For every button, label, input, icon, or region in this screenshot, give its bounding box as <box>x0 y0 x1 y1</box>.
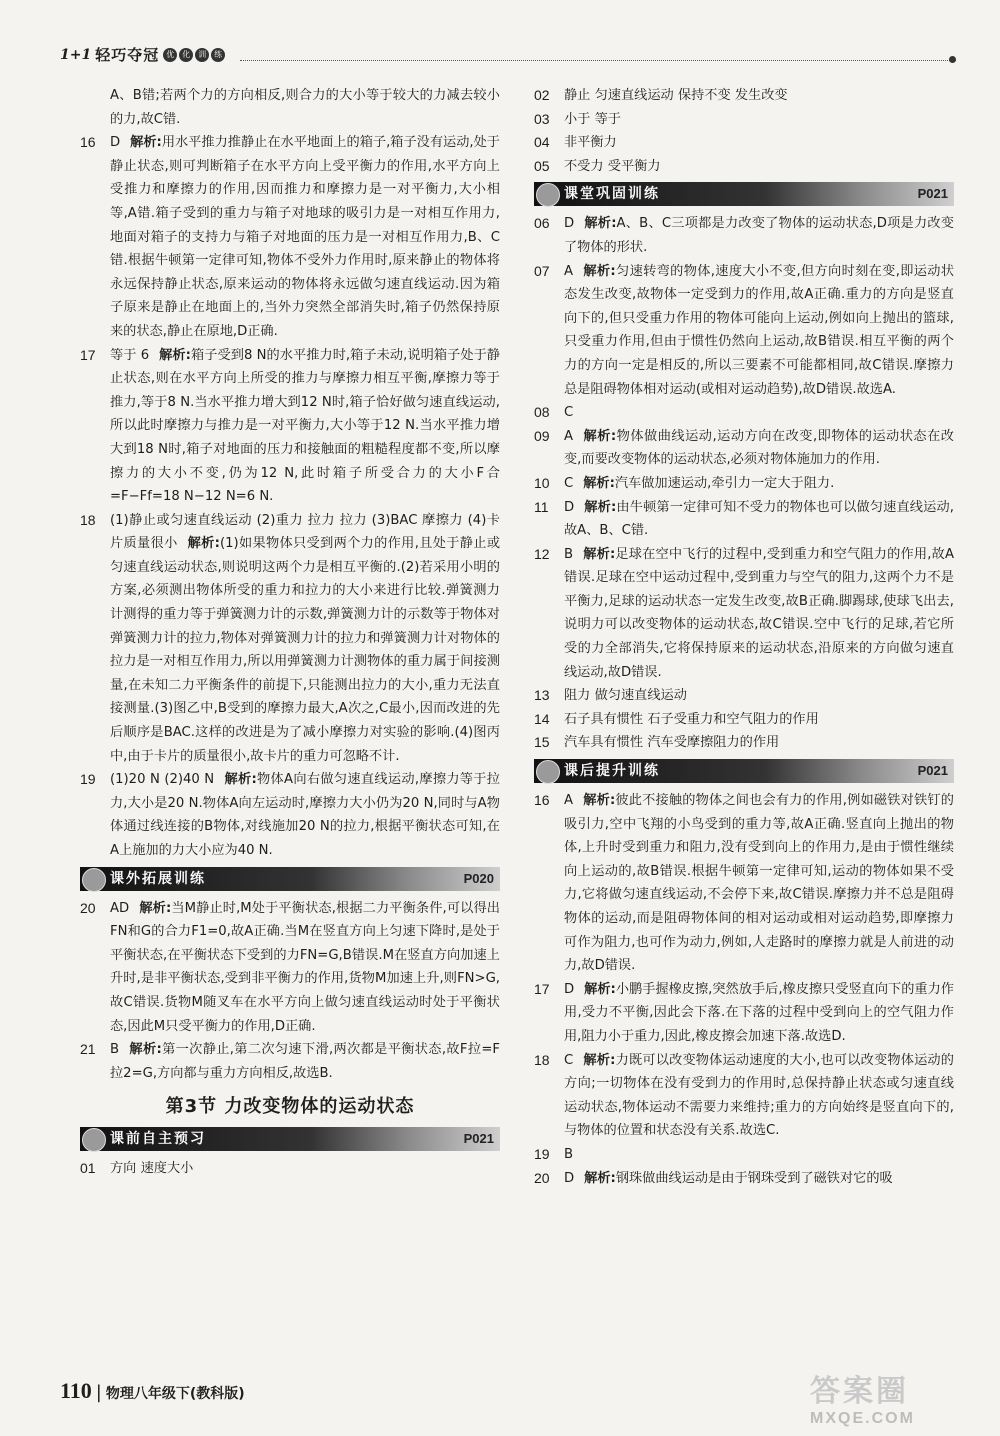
analysis-label: 解析: <box>584 1170 616 1186</box>
question-number: 20 <box>534 1169 550 1186</box>
answer-item <box>80 344 500 509</box>
answer-item <box>80 131 500 343</box>
question-number: 16 <box>534 792 550 809</box>
answer-text: 钢珠做曲线运动是由于钢珠受到了磁铁对它的吸 <box>615 1170 893 1186</box>
section-page-ref: P021 <box>917 186 948 202</box>
answer-text: 物体A向右做匀速直线运动,摩擦力等于拉力,大小是20 N.物体A向左运动时,摩擦力大小仍为20 N,同时与A物体通过线连接的B物体,对线施加20 N的拉力,根据平衡状态可知,在A上施加的力大小应为40 N. <box>110 772 500 858</box>
answer-text: 当M静止时,M处于平衡状态,根据二力平衡条件,可以得出FN和G的合力F1=0,故A正确.当M在竖直方向上匀速下降时,是处于平衡状态,在平衡状态下受到的力FN=G,B错误.M在竖直方向加速上升时,是非平衡状态,受到非平衡力的作用,货物M加速上升,则FN>G,故C错误.货物M随叉车在水平方向上做匀速直线运动时处于平衡状态,因此M只受平衡力的作用,D正确. <box>110 900 500 1034</box>
answer-choice: (1)20 N (2)40 N <box>110 772 215 788</box>
answer-choice: A <box>564 428 574 444</box>
answer-item <box>534 789 954 978</box>
section-title: 课堂巩固训练 <box>564 186 660 203</box>
answer-item <box>534 543 954 685</box>
answer-text: 箱子受到8 N的水平推力时,箱子未动,说明箱子处于静止状态,则在水平方向上所受的推力与摩擦力相互平衡,摩擦力等于推力,等于8 N.当水平推力增大到12 N时,箱子恰好做匀速直线运动,所以此时摩擦力与推力是一对平衡力,大小等于12 N.当水平推力增大到18 N时,箱子对地面的压力和接触面的粗糙程度都不变,所以摩擦力的大小不变,仍为12 N,此时箱子所受合力的大小F合=F−Ff=18 N−12 N=6 N. <box>110 347 500 505</box>
section-circle-icon <box>536 760 560 784</box>
answer-text: (1)如果物体只受到两个力的作用,且处于静止或匀速直线运动状态,则说明这两个力是相互平衡的.(2)若采用小明的方案,必须测出物体所受的重力和拉力的大小来进行比较.弹簧测力计测得的重力等于弹簧测力计的示数,弹簧测力计的示数等于物体对弹簧测力计的拉力,物体对弹簧测力计的拉力和弹簧测力计对物体的拉力是一对相互作用力,所以用弹簧测力计测物体的重力属于间接测量,在未知二力平衡条件的前提下,只能测出拉力的大小,重力无法直接测量.(3)图乙中,B受到的摩擦力最大,A次之,C最小,因而改进的先后顺序是BAC.这样的改进是为了减小摩擦力对实验的影响.(4)图丙中,由于卡片的质量很小,故卡片的重力可忽略不计. <box>110 536 501 764</box>
analysis-label: 解析: <box>583 428 617 444</box>
answer-choice: D <box>110 135 121 151</box>
section-header <box>80 867 500 891</box>
question-number: 05 <box>534 157 550 174</box>
question-number: 12 <box>534 545 550 562</box>
answer-item <box>534 684 954 708</box>
answer-choice: A <box>564 793 574 809</box>
answer-text: 阻力 做匀速直线运动 <box>564 688 687 704</box>
answer-item <box>534 260 954 402</box>
answer-choice: B <box>564 546 574 562</box>
page-header <box>60 42 956 72</box>
chapter-title: 第3节 力改变物体的运动状态 <box>165 1096 415 1118</box>
answer-text: 方向 速度大小 <box>110 1160 194 1176</box>
analysis-label: 解析: <box>583 475 615 491</box>
answer-item <box>534 1167 954 1191</box>
answer-item <box>80 1038 500 1085</box>
answer-item <box>80 509 500 769</box>
answer-item <box>534 1143 954 1167</box>
answer-item <box>534 1049 954 1143</box>
section-header <box>534 182 954 206</box>
analysis-label: 解析: <box>583 546 616 562</box>
answer-text: 由牛顿第一定律可知不受力的物体也可以做匀速直线运动,故A、B、C错. <box>564 499 954 539</box>
answer-item <box>80 1157 500 1181</box>
answer-text: 非平衡力 <box>564 135 617 151</box>
page-number: 110 <box>60 1378 92 1403</box>
analysis-label: 解析: <box>583 263 616 279</box>
answer-item <box>534 212 954 259</box>
section-title: 课前自主预习 <box>110 1130 206 1147</box>
answer-text: A、B、C三项都是力改变了物体的运动状态,D项是力改变了物体的形状. <box>564 216 954 255</box>
watermark-logo <box>810 1366 960 1428</box>
answer-text: 力既可以改变物体运动速度的大小,也可以改变物体运动的方向;一切物体在没有受到力的作用时,总保持静止状态或匀速直线运动状态,物体运动不需要力来维持;重力的方向始终是竖直向下的,与物体的位置和状态没有关系.故选C. <box>564 1052 954 1139</box>
answer-item <box>534 731 954 755</box>
question-number: 17 <box>80 346 96 363</box>
section-circle-icon <box>536 183 560 207</box>
answer-text: A、B错;若两个力的方向相反,则合力的大小等于较大的力减去较小的力,故C错. <box>110 88 500 127</box>
answer-item <box>534 708 954 732</box>
brand-badge: 训 <box>195 48 209 62</box>
question-number: 02 <box>534 87 550 103</box>
question-number: 19 <box>80 771 96 788</box>
answer-choice: B <box>110 1042 120 1058</box>
analysis-label: 解析: <box>584 216 617 232</box>
answer-text: 足球在空中飞行的过程中,受到重力和空气阻力的作用,故A错误.足球在空中运动过程中,受到重力与空气的阻力,这两个力不是平衡力,足球的运动状态一定发生改变,故B正确.脚踢球,使球飞出去,说明力可以改变物体的运动状态,故C错误.空中飞行的足球,若它所受的力全部消失,它将保持原来的运动状态,沿原来的方向做匀速直线运动,故D错误. <box>564 546 954 680</box>
analysis-label: 解析: <box>583 793 616 809</box>
question-number: 15 <box>534 734 550 751</box>
question-number: 13 <box>534 687 550 704</box>
answer-choice: D <box>564 981 575 997</box>
answer-text: 彼此不接触的物体之间也会有力的作用,例如磁铁对铁钉的吸引力,空中飞翔的小鸟受到的重力等,故A正确.竖直向上抛出的物体,上升时受到重力和阻力,没有受到向上的作用力,是由于惯性继续向上运动的,故B错误.根据牛顿第一定律可知,运动的物体如果不受力,它将做匀速直线运动,不会停下来,故C错误.摩擦力并不总是阻碍物体的运动,而是阻碍物体间的相对运动或相对运动趋势,即摩擦力可作为阻力,也可作为动力,例如,人走路时的摩擦力就是人前进的动力,故D错误. <box>564 793 954 974</box>
book-title: 物理八年级下(教科版) <box>105 1386 245 1402</box>
analysis-label: 解析: <box>139 900 172 916</box>
section-circle-icon <box>82 1128 106 1152</box>
question-number: 01 <box>80 1159 96 1176</box>
watermark-text: 答案圈 <box>810 1374 909 1409</box>
answer-choice: 等于 6 <box>110 347 150 363</box>
question-number: 20 <box>80 899 96 916</box>
answer-text: 石子具有惯性 石子受重力和空气阻力的作用 <box>564 711 819 727</box>
analysis-label: 解析: <box>583 1052 616 1068</box>
analysis-label: 解析: <box>224 772 257 788</box>
right-column <box>534 84 954 1190</box>
answer-choice: (1)静止或匀速直线运动 (2)重力 拉力 拉力 (3)BAC 摩擦力 (4)卡片质量很小 <box>110 512 500 552</box>
analysis-label: 解析: <box>130 135 162 151</box>
answer-text: 不受力 受平衡力 <box>564 158 661 174</box>
question-number: 06 <box>534 215 550 232</box>
brand-name: 轻巧夺冠 <box>95 46 160 64</box>
answer-text: 静止 匀速直线运动 保持不变 发生改变 <box>564 88 788 103</box>
question-number: 09 <box>534 427 550 444</box>
answer-text: 用水平推力推静止在水平地面上的箱子,箱子没有运动,处于静止状态,则可判断箱子在水平方向上受平衡力的作用,水平方向上受推力和摩擦力的作用,因而推力和摩擦力是一对平衡力,大小相等,A错.箱子受到的重力与箱子对地球的吸引力是一对相互作用力,地面对箱子的支持力与箱子对地面的压力是一对相互作用力,B、C错.根据牛顿第一定律可知,物体不受外力作用时,原来静止的物体将永远保持静止状态,原来运动的物体将永远做匀速直线运动.因为箱子原来是静止在地面上的,当外力突然全部消失时,箱子仍然保持原来的状态,静止在原地,D正确. <box>110 135 500 339</box>
answer-choice: A <box>564 263 574 279</box>
brand-badge: 优 <box>163 48 177 62</box>
question-number: 17 <box>534 980 550 997</box>
section-page-ref: P021 <box>463 1130 494 1146</box>
section-page-ref: P020 <box>463 870 494 886</box>
left-column <box>80 84 500 1181</box>
question-number: 08 <box>534 404 550 421</box>
question-number: 18 <box>534 1051 550 1068</box>
analysis-label: 解析: <box>584 981 616 997</box>
answer-text: 汽车具有惯性 汽车受摩擦阻力的作用 <box>564 735 780 751</box>
section-circle-icon <box>82 868 106 892</box>
analysis-label: 解析: <box>584 499 617 515</box>
question-number: 10 <box>534 474 550 491</box>
page-footer <box>60 1378 245 1404</box>
logo-mark: 1+1 <box>60 46 92 63</box>
answer-choice: C <box>564 475 574 491</box>
section-header <box>80 1127 500 1151</box>
answer-text: 小于 等于 <box>564 111 621 127</box>
answer-text: 汽车做加速运动,牵引力一定大于阻力. <box>614 475 835 491</box>
brand-badge: 化 <box>179 48 193 62</box>
answer-choice: D <box>564 1170 575 1186</box>
answer-item <box>534 155 954 179</box>
analysis-label: 解析: <box>129 1042 162 1058</box>
answer-choice: D <box>564 499 575 515</box>
answer-choice: D <box>564 216 575 232</box>
question-number: 04 <box>534 134 550 151</box>
answer-item <box>534 496 954 543</box>
question-number: 14 <box>534 710 550 727</box>
answer-item <box>80 768 500 862</box>
question-number: 03 <box>534 110 550 127</box>
answer-choice: B <box>564 1146 574 1162</box>
question-number: 21 <box>80 1041 96 1058</box>
answer-item <box>534 978 954 1049</box>
section-title: 课后提升训练 <box>564 763 660 780</box>
header-divider <box>240 60 956 61</box>
header-dot-icon <box>949 56 956 63</box>
analysis-label: 解析: <box>159 347 191 363</box>
question-number: 16 <box>80 134 96 151</box>
brand-badge: 练 <box>211 48 225 62</box>
answer-choice: C <box>564 1052 574 1068</box>
question-number: 07 <box>534 262 550 279</box>
analysis-label: 解析: <box>187 536 220 552</box>
footer-separator: | <box>95 1382 102 1403</box>
answer-item <box>534 472 954 496</box>
answer-item <box>534 108 954 132</box>
answer-text: 小鹏手握橡皮擦,突然放手后,橡皮擦只受竖直向下的重力作用,受力不平衡,因此会下落.在下落的过程中受到向上的空气阻力作用,阻力小于重力,因此,橡皮擦会加速下落.故选D. <box>564 981 954 1044</box>
answer-item <box>534 131 954 155</box>
answer-text: 第一次静止,第二次匀速下滑,两次都是平衡状态,故F拉=F拉2=G,方向都与重力方向相反,故选B. <box>110 1042 500 1081</box>
brand-badges <box>163 48 225 62</box>
answer-item <box>534 425 954 472</box>
section-title: 课外拓展训练 <box>110 870 206 887</box>
section-page-ref: P021 <box>917 763 948 779</box>
answer-text: 匀速转弯的物体,速度大小不变,但方向时刻在变,即运动状态发生改变,故物体一定受到力的作用,故A正确.重力的方向是竖直向下的,但只受重力作用的物体可能向上运动,例如向上抛出的篮球,只受重力作用,但由于惯性仍然向上运动,故B错误.相互平衡的两个力的方向一定是相反的,所以三要素不可能都相同,故C错误.摩擦力总是阻碍物体相对运动(或相对运动趋势),故D错误.故选A. <box>564 263 955 397</box>
answer-item <box>534 84 954 108</box>
answer-item <box>534 401 954 425</box>
watermark-url: MXQE.COM <box>810 1410 915 1427</box>
answer-choice: C <box>564 405 574 421</box>
question-number: 18 <box>80 511 96 528</box>
question-number: 19 <box>534 1145 550 1162</box>
answer-choice: AD <box>110 900 130 916</box>
answer-item <box>80 84 500 131</box>
answer-item <box>80 897 500 1039</box>
brand-logo <box>60 44 225 65</box>
section-header <box>534 759 954 783</box>
question-number: 11 <box>534 498 549 515</box>
answer-text: 物体做曲线运动,运动方向在改变,即物体的运动状态在改变,而要改变物体的运动状态,必须对物体施加力的作用. <box>564 428 954 468</box>
